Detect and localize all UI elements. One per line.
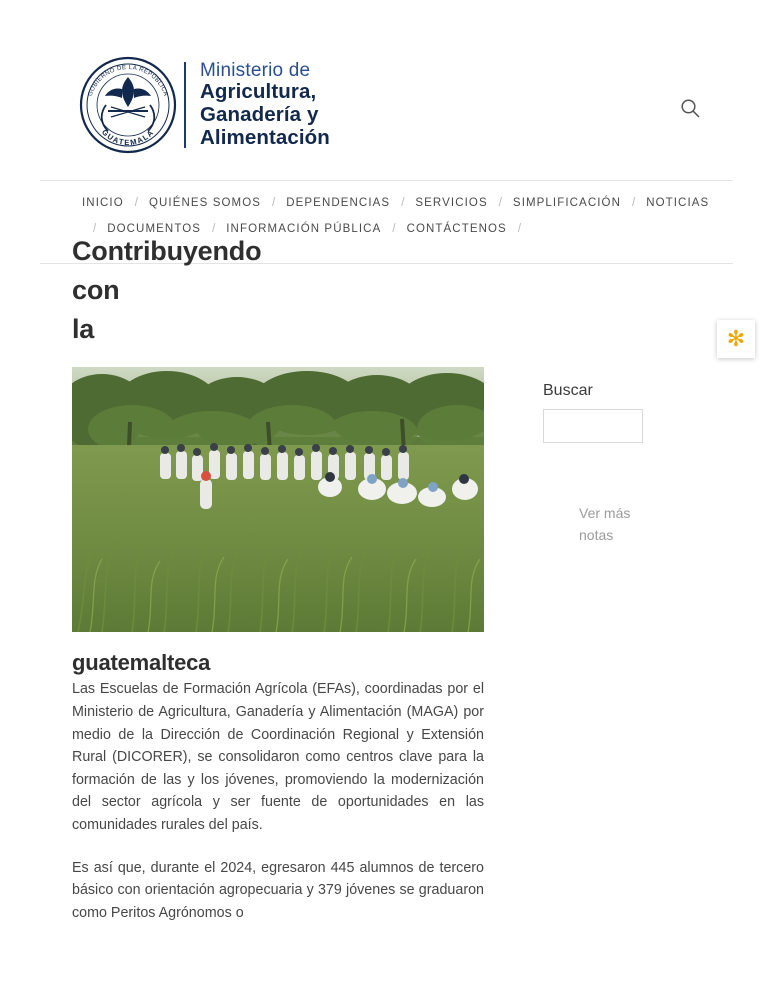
nav-separator: / xyxy=(212,223,216,235)
nav-separator: / xyxy=(93,223,97,235)
nav-item-noticias[interactable]: NOTICIAS xyxy=(646,197,710,209)
star-asterisk-icon: ✻ xyxy=(726,326,746,351)
article-photo xyxy=(72,367,484,632)
nav-separator: / xyxy=(517,223,522,235)
article-paragraph: Es así que, durante el 2024, egresaron 445 alumnos de tercero básico con orientación agropecuaria y 379 jóvenes se graduaron como Peritos Agrónomos o xyxy=(72,859,484,921)
nav-separator: / xyxy=(401,197,405,209)
article-paragraph: Las Escuelas de Formación Agrícola (EFAs), coordinadas por el Ministerio de Agricultura, Ganadería y Alimentación (MAGA) por medio de la Dirección de Coordinación Regional y Extensión Rural (DICORER), se consolidaron como centros clave para la formación de las y los jóvenes, promoviendo la modernización del sector agrícola y ser fuente de oportunidades en las comunidades rurales del país. xyxy=(72,681,484,833)
ver-mas-notas-link[interactable] xyxy=(579,502,659,546)
logo-text xyxy=(200,60,330,150)
nav-separator: / xyxy=(498,197,502,209)
nav-item-informaci-n-p-blica[interactable]: INFORMACIÓN PÚBLICA xyxy=(226,223,382,235)
nav-separator: / xyxy=(392,223,396,235)
page-title-line3: la xyxy=(72,314,95,345)
nav-item-simplificaci-n[interactable]: SIMPLIFICACIÓN xyxy=(512,197,621,209)
logo-line-agricultura: Agricultura, xyxy=(200,80,317,104)
article-column xyxy=(72,232,484,924)
nav-item-servicios[interactable]: SERVICIOS xyxy=(415,197,488,209)
sidebar-search-box[interactable] xyxy=(543,409,643,443)
nav-separator: / xyxy=(272,197,276,209)
nav-item-dependencias[interactable]: DEPENDENCIAS xyxy=(286,197,391,209)
article-subtitle: guatemalteca xyxy=(72,650,211,676)
search-input[interactable] xyxy=(544,410,642,442)
nav-item-qui-nes-somos[interactable]: QUIÉNES SOMOS xyxy=(148,197,262,209)
search-icon[interactable] xyxy=(679,97,701,119)
ver-mas-line2: notas xyxy=(579,527,614,543)
logo-divider xyxy=(184,62,186,148)
page-title xyxy=(72,232,272,349)
nav-item-documentos[interactable]: DOCUMENTOS xyxy=(107,223,202,235)
nav-separator: / xyxy=(631,197,636,209)
sidebar xyxy=(543,382,703,543)
logo-line-ganaderia: Ganadería y xyxy=(200,103,319,127)
site-logo[interactable] xyxy=(78,55,330,155)
site-header xyxy=(0,0,773,180)
page-title-line1: Contribuyendo xyxy=(72,236,262,266)
government-seal-icon xyxy=(78,55,178,155)
logo-line-alimentacion: Alimentación xyxy=(200,126,330,150)
accessibility-badge-button[interactable] xyxy=(717,320,755,358)
nav-item-inicio[interactable]: INICIO xyxy=(82,197,124,209)
logo-line-ministerio: Ministerio de xyxy=(200,59,311,81)
page-title-line2: con xyxy=(72,275,120,306)
sidebar-search-label: Buscar xyxy=(543,382,593,399)
nav-separator: / xyxy=(134,197,138,209)
nav-item-cont-ctenos[interactable]: CONTÁCTENOS xyxy=(406,223,507,235)
svg-text:GUATEMALA: GUATEMALA xyxy=(99,127,157,148)
ver-mas-line1: Ver más xyxy=(579,505,631,521)
svg-text:GOBIERNO DE LA REPÚBLICA: GOBIERNO DE LA REPÚBLICA xyxy=(86,63,170,98)
